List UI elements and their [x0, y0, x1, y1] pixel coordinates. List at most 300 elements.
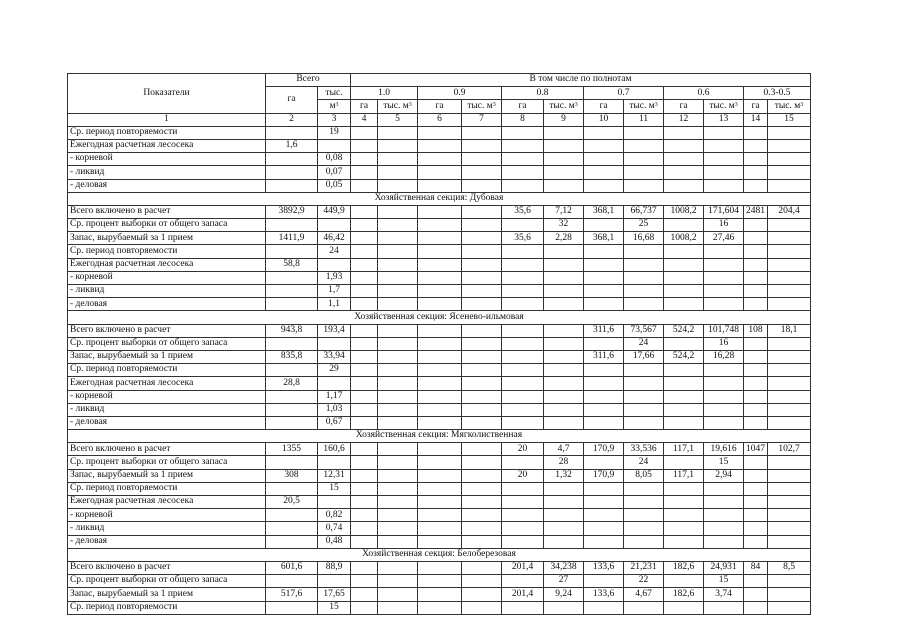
section-title: Хозяйственная секция: Дубовая — [68, 192, 811, 205]
table-cell: 2,94 — [704, 469, 744, 482]
table-cell — [351, 601, 378, 614]
table-cell: 311,6 — [584, 350, 624, 363]
table-cell — [624, 126, 664, 139]
row-label: - деловая — [68, 179, 266, 192]
table-cell — [624, 258, 664, 271]
table-cell — [266, 245, 318, 258]
table-cell — [462, 285, 502, 298]
table-cell — [266, 337, 318, 350]
table-cell — [768, 166, 811, 179]
table-cell — [418, 377, 462, 390]
table-cell — [584, 364, 624, 377]
table-cell: 16 — [704, 337, 744, 350]
table-cell — [664, 219, 704, 232]
table-cell: 0,48 — [318, 535, 351, 548]
table-cell: 201,4 — [502, 561, 544, 574]
table-cell: 21,231 — [624, 561, 664, 574]
header-density-1-0: 1.0 — [351, 87, 418, 100]
table-cell — [462, 364, 502, 377]
table-cell — [378, 509, 418, 522]
table-cell — [704, 522, 744, 535]
table-cell — [318, 219, 351, 232]
table-cell — [624, 403, 664, 416]
table-cell: 17,66 — [624, 350, 664, 363]
table-cell: 1047 — [744, 443, 768, 456]
table-cell — [266, 416, 318, 429]
table-cell: 19 — [318, 126, 351, 139]
table-cell: 18,1 — [768, 324, 811, 337]
table-cell — [378, 456, 418, 469]
table-cell — [544, 350, 584, 363]
table-cell: 160,6 — [318, 443, 351, 456]
table-cell — [704, 509, 744, 522]
table-cell — [351, 166, 378, 179]
table-cell — [378, 219, 418, 232]
column-number: 3 — [318, 113, 351, 126]
column-number: 5 — [378, 113, 418, 126]
header-density-0-3-0-5: 0.3-0.5 — [744, 87, 811, 100]
table-cell: 2,28 — [544, 232, 584, 245]
table-cell: 0,05 — [318, 179, 351, 192]
table-cell — [664, 258, 704, 271]
table-cell — [418, 522, 462, 535]
table-cell — [744, 271, 768, 284]
header-unit-thous-m3: тыс. $м^3$ — [544, 100, 584, 113]
table-cell — [418, 271, 462, 284]
table-cell — [418, 126, 462, 139]
column-number: 4 — [351, 113, 378, 126]
table-cell — [462, 337, 502, 350]
table-cell — [378, 482, 418, 495]
table-cell — [768, 509, 811, 522]
table-cell — [418, 219, 462, 232]
table-cell: 943,8 — [266, 324, 318, 337]
table-cell — [584, 153, 624, 166]
table-cell: 524,2 — [664, 350, 704, 363]
table-cell — [418, 166, 462, 179]
table-row — [68, 205, 811, 218]
table-cell — [378, 324, 418, 337]
table-cell: 170,9 — [584, 469, 624, 482]
table-cell — [744, 390, 768, 403]
table-cell — [502, 390, 544, 403]
table-cell: 133,6 — [584, 561, 624, 574]
table-cell — [378, 166, 418, 179]
table-cell — [544, 509, 584, 522]
table-cell — [418, 588, 462, 601]
table-cell — [462, 588, 502, 601]
table-cell — [502, 456, 544, 469]
row-label: Ср. период повторяемости — [68, 126, 266, 139]
header-unit-ha: га — [418, 100, 462, 113]
table-cell — [744, 350, 768, 363]
row-label: - ликвид — [68, 166, 266, 179]
table-cell — [378, 601, 418, 614]
row-label: Ср. процент выборки от общего запаса — [68, 575, 266, 588]
table-cell — [351, 298, 378, 311]
table-cell — [502, 153, 544, 166]
table-cell — [744, 285, 768, 298]
column-number: 9 — [544, 113, 584, 126]
table-cell: 1,32 — [544, 469, 584, 482]
table-cell — [266, 601, 318, 614]
header-unit-thous-m3: тыс. $м^3$ — [704, 100, 744, 113]
table-cell — [378, 377, 418, 390]
table-cell: 58,8 — [266, 258, 318, 271]
table-cell — [462, 416, 502, 429]
section-header-row — [68, 548, 811, 561]
table-cell — [664, 153, 704, 166]
table-cell — [744, 535, 768, 548]
table-cell — [462, 377, 502, 390]
table-cell — [378, 258, 418, 271]
table-cell — [378, 350, 418, 363]
table-cell — [704, 535, 744, 548]
table-cell — [378, 390, 418, 403]
table-cell — [624, 509, 664, 522]
table-cell: 20 — [502, 443, 544, 456]
table-cell — [664, 390, 704, 403]
table-cell — [744, 522, 768, 535]
table-row — [68, 509, 811, 522]
table-cell: 15 — [704, 456, 744, 469]
table-cell: 368,1 — [584, 232, 624, 245]
table-cell — [744, 575, 768, 588]
table-cell: 15 — [318, 482, 351, 495]
header-by-density: В том числе по полнотам — [351, 74, 811, 87]
table-cell — [704, 139, 744, 152]
table-cell: 1008,2 — [664, 232, 704, 245]
table-cell — [744, 469, 768, 482]
table-cell: 24 — [624, 337, 664, 350]
row-label: - деловая — [68, 535, 266, 548]
table-cell — [418, 153, 462, 166]
table-cell — [502, 575, 544, 588]
column-number: 14 — [744, 113, 768, 126]
table-cell — [544, 601, 584, 614]
table-cell: 28 — [544, 456, 584, 469]
table-cell — [704, 166, 744, 179]
table-cell — [744, 139, 768, 152]
table-cell — [378, 588, 418, 601]
table-cell — [744, 166, 768, 179]
table-cell — [351, 285, 378, 298]
table-row — [68, 139, 811, 152]
table-cell: 7,12 — [544, 205, 584, 218]
table-cell: 0,82 — [318, 509, 351, 522]
table-cell — [768, 219, 811, 232]
table-cell — [351, 509, 378, 522]
table-cell — [502, 350, 544, 363]
table-cell — [768, 377, 811, 390]
table-cell — [584, 219, 624, 232]
table-cell — [704, 403, 744, 416]
row-label: Ср. процент выборки от общего запаса — [68, 337, 266, 350]
table-cell — [768, 469, 811, 482]
table-cell: 117,1 — [664, 469, 704, 482]
table-cell — [624, 377, 664, 390]
table-cell — [544, 258, 584, 271]
table-cell — [584, 271, 624, 284]
table-cell — [704, 285, 744, 298]
table-cell — [462, 232, 502, 245]
table-cell — [418, 601, 462, 614]
table-cell — [378, 126, 418, 139]
table-cell — [768, 390, 811, 403]
header-unit-thous-m3: тыс. $м^3$ — [462, 100, 502, 113]
table-cell: 8,5 — [768, 561, 811, 574]
table-cell — [351, 561, 378, 574]
table-cell — [351, 535, 378, 548]
table-cell — [378, 271, 418, 284]
table-cell — [418, 324, 462, 337]
table-cell — [418, 456, 462, 469]
table-cell — [418, 350, 462, 363]
table-cell — [502, 377, 544, 390]
table-row — [68, 443, 811, 456]
header-density-0-7: 0.7 — [584, 87, 664, 100]
table-cell — [584, 509, 624, 522]
table-cell — [378, 403, 418, 416]
header-total-ha: га — [266, 87, 318, 113]
table-cell: 517,6 — [266, 588, 318, 601]
table-cell — [351, 324, 378, 337]
table-cell: 0,67 — [318, 416, 351, 429]
table-cell: 35,6 — [502, 205, 544, 218]
table-cell — [462, 245, 502, 258]
header-unit-ha: га — [502, 100, 544, 113]
forest-stats-table — [67, 73, 811, 615]
table-cell — [664, 403, 704, 416]
table-cell — [378, 285, 418, 298]
table-row — [68, 271, 811, 284]
table-cell — [502, 416, 544, 429]
table-cell: 182,6 — [664, 588, 704, 601]
table-cell: 311,6 — [584, 324, 624, 337]
header-unit-thous-m3: тыс. $м^3$ — [378, 100, 418, 113]
table-row — [68, 258, 811, 271]
table-cell — [664, 285, 704, 298]
table-cell — [378, 561, 418, 574]
column-number: 12 — [664, 113, 704, 126]
table-cell — [704, 482, 744, 495]
table-cell — [664, 456, 704, 469]
table-cell: 84 — [744, 561, 768, 574]
table-cell — [768, 350, 811, 363]
table-cell — [584, 403, 624, 416]
table-cell — [664, 364, 704, 377]
table-row — [68, 324, 811, 337]
table-cell — [584, 601, 624, 614]
table-cell — [351, 337, 378, 350]
table-cell — [318, 456, 351, 469]
header-unit-ha: га — [351, 100, 378, 113]
table-cell: 34,238 — [544, 561, 584, 574]
table-cell — [266, 285, 318, 298]
table-cell: 20 — [502, 469, 544, 482]
table-cell — [664, 139, 704, 152]
table-row — [68, 219, 811, 232]
table-cell: 16,68 — [624, 232, 664, 245]
table-cell — [351, 232, 378, 245]
table-cell: 25 — [624, 219, 664, 232]
table-row — [68, 285, 811, 298]
table-row — [68, 403, 811, 416]
table-cell — [584, 575, 624, 588]
table-cell — [351, 575, 378, 588]
table-cell — [744, 456, 768, 469]
table-row — [68, 482, 811, 495]
table-cell — [266, 166, 318, 179]
table-cell: 835,8 — [266, 350, 318, 363]
table-cell — [768, 271, 811, 284]
table-cell — [502, 126, 544, 139]
table-cell — [544, 298, 584, 311]
table-cell — [266, 298, 318, 311]
table-cell — [502, 337, 544, 350]
table-cell — [351, 219, 378, 232]
document-page — [67, 73, 811, 615]
table-cell — [664, 496, 704, 509]
table-cell: 133,6 — [584, 588, 624, 601]
table-cell — [704, 258, 744, 271]
table-cell: 9,24 — [544, 588, 584, 601]
table-cell: 102,7 — [768, 443, 811, 456]
table-cell — [418, 482, 462, 495]
table-cell — [744, 298, 768, 311]
row-label: - корневой — [68, 390, 266, 403]
table-cell: 16,28 — [704, 350, 744, 363]
row-label: - корневой — [68, 509, 266, 522]
table-cell — [462, 601, 502, 614]
table-row — [68, 588, 811, 601]
table-cell — [744, 179, 768, 192]
table-cell — [584, 285, 624, 298]
table-cell — [418, 285, 462, 298]
table-cell — [664, 575, 704, 588]
row-label: Всего включено в расчет — [68, 443, 266, 456]
table-cell: 101,748 — [704, 324, 744, 337]
table-row — [68, 377, 811, 390]
column-number: 7 — [462, 113, 502, 126]
table-cell — [378, 232, 418, 245]
table-cell — [418, 443, 462, 456]
table-cell: 3892,9 — [266, 205, 318, 218]
table-cell: 16 — [704, 219, 744, 232]
table-cell — [624, 482, 664, 495]
table-row — [68, 456, 811, 469]
table-cell — [584, 390, 624, 403]
header-unit-ha: га — [584, 100, 624, 113]
table-cell: 24 — [318, 245, 351, 258]
table-cell: 1,93 — [318, 271, 351, 284]
table-cell — [462, 482, 502, 495]
row-label: - ликвид — [68, 285, 266, 298]
table-cell: 66,737 — [624, 205, 664, 218]
table-cell — [544, 324, 584, 337]
table-row — [68, 179, 811, 192]
table-cell — [664, 179, 704, 192]
row-label: Ср. период повторяемости — [68, 482, 266, 495]
table-cell — [351, 350, 378, 363]
table-cell — [378, 205, 418, 218]
table-cell — [351, 126, 378, 139]
table-cell — [266, 364, 318, 377]
table-row — [68, 390, 811, 403]
table-cell — [768, 588, 811, 601]
table-cell — [462, 522, 502, 535]
table-cell — [462, 496, 502, 509]
table-cell — [704, 416, 744, 429]
column-number: 10 — [584, 113, 624, 126]
table-cell: 20,5 — [266, 496, 318, 509]
table-cell — [502, 482, 544, 495]
table-cell — [664, 245, 704, 258]
table-cell — [351, 588, 378, 601]
table-cell: 524,2 — [664, 324, 704, 337]
table-cell — [418, 232, 462, 245]
table-cell — [351, 258, 378, 271]
table-cell — [351, 482, 378, 495]
table-cell — [664, 298, 704, 311]
table-cell — [502, 601, 544, 614]
table-cell — [418, 416, 462, 429]
table-cell — [378, 575, 418, 588]
row-label: Запас, вырубаемый за 1 прием — [68, 588, 266, 601]
row-label: - ликвид — [68, 522, 266, 535]
row-label: - корневой — [68, 153, 266, 166]
table-cell — [502, 271, 544, 284]
table-cell — [544, 139, 584, 152]
table-cell — [544, 166, 584, 179]
table-cell — [502, 324, 544, 337]
table-cell: 368,1 — [584, 205, 624, 218]
table-cell — [624, 416, 664, 429]
table-cell — [351, 496, 378, 509]
table-cell — [584, 377, 624, 390]
table-cell — [351, 245, 378, 258]
table-cell — [266, 482, 318, 495]
table-cell — [744, 153, 768, 166]
table-cell — [378, 179, 418, 192]
table-cell — [704, 179, 744, 192]
column-number: 11 — [624, 113, 664, 126]
table-cell — [378, 337, 418, 350]
table-cell — [502, 179, 544, 192]
table-row — [68, 232, 811, 245]
table-cell — [624, 496, 664, 509]
table-cell — [768, 337, 811, 350]
table-cell — [351, 416, 378, 429]
table-cell — [704, 601, 744, 614]
table-cell: 12,31 — [318, 469, 351, 482]
table-cell — [502, 535, 544, 548]
table-cell — [502, 364, 544, 377]
table-cell — [418, 298, 462, 311]
table-cell — [502, 509, 544, 522]
table-cell — [744, 416, 768, 429]
table-cell — [544, 416, 584, 429]
table-cell — [266, 390, 318, 403]
row-label: - корневой — [68, 271, 266, 284]
table-cell — [418, 390, 462, 403]
table-cell: 22 — [624, 575, 664, 588]
table-cell — [378, 139, 418, 152]
table-cell — [351, 364, 378, 377]
column-number: 15 — [768, 113, 811, 126]
row-label: Ср. период повторяемости — [68, 364, 266, 377]
table-cell: 193,4 — [318, 324, 351, 337]
